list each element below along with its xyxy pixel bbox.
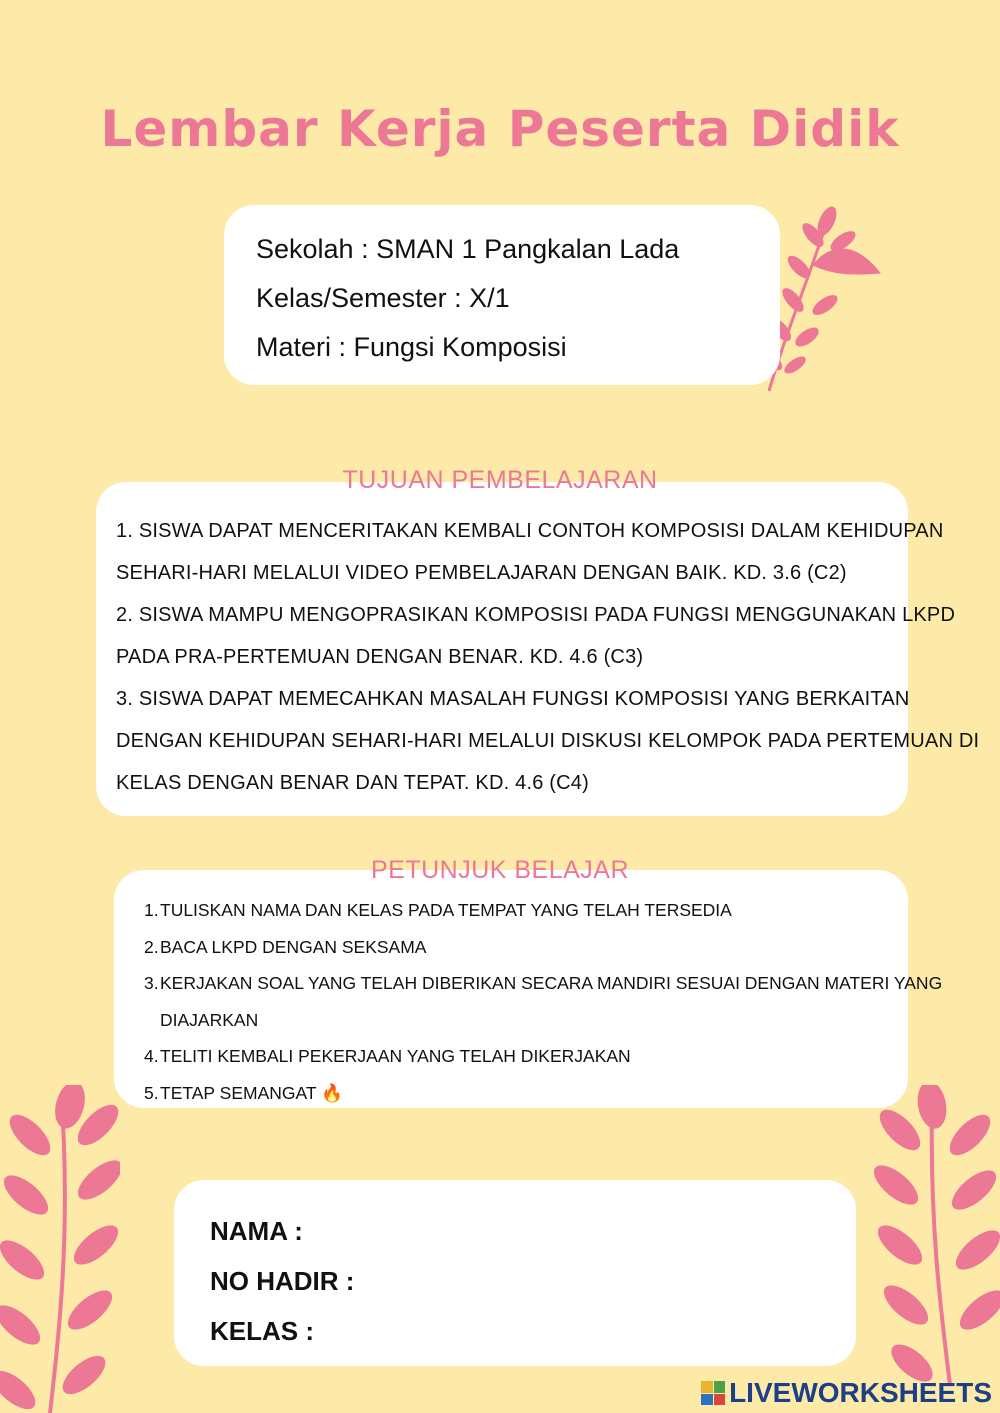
list-text: TETAP SEMANGAT 🔥 — [160, 1082, 343, 1103]
objective-line: PADA PRA-PERTEMUAN DENGAN BENAR. KD. 4.6 (C3) — [116, 646, 644, 668]
list-text: TELITI KEMBALI PEKERJAAN YANG TELAH DIKERJAKAN — [160, 1046, 631, 1066]
liveworksheets-watermark — [701, 1377, 992, 1409]
name-field-label[interactable]: NAMA : — [210, 1216, 303, 1246]
list-text: TULISKAN NAMA DAN KELAS PADA TEMPAT YANG TELAH TERSEDIA — [160, 900, 732, 920]
list-number — [144, 1002, 160, 1039]
list-number: 2. — [144, 936, 159, 957]
student-card — [174, 1180, 856, 1366]
objective-line: 2. SISWA MAMPU MENGOPRASIKAN KOMPOSISI PADA FUNGSI MENGGUNAKAN LKPD — [116, 604, 956, 626]
info-card — [224, 205, 780, 385]
instructions-card — [114, 870, 943, 1108]
objectives-heading: TUJUAN PEMBELAJARAN — [342, 466, 658, 494]
list-item — [144, 892, 908, 929]
objective-line: 3. SISWA DAPAT MEMECAHKAN MASALAH FUNGSI KOMPOSISI YANG BERKAITAN — [116, 688, 910, 710]
school-label: Sekolah : SMAN 1 Pangkalan Lada — [256, 234, 680, 264]
list-number: 1. — [144, 900, 159, 920]
list-text: KERJAKAN SOAL YANG TELAH DIBERIKAN SECARA MANDIRI SESUAI DENGAN MATERI YANG — [160, 973, 943, 993]
list-number: 4. — [144, 1046, 159, 1066]
list-text: BACA LKPD DENGAN SEKSAMA — [160, 936, 427, 957]
list-item — [144, 1038, 908, 1075]
class-semester-label: Kelas/Semester : X/1 — [256, 283, 510, 313]
leaf-branch-icon — [0, 1085, 120, 1413]
leaf-branch-icon — [870, 1085, 1000, 1385]
attendance-number-label[interactable]: NO HADIR : — [210, 1266, 355, 1296]
instructions-heading: PETUNJUK BELAJAR — [370, 856, 630, 884]
objective-line: 1. SISWA DAPAT MENCERITAKAN KEMBALI CONTOH KOMPOSISI DALAM KEHIDUPAN — [116, 520, 944, 542]
objectives-card — [96, 482, 980, 816]
class-label[interactable]: KELAS : — [210, 1316, 314, 1346]
list-item — [144, 1075, 908, 1112]
list-text: DIAJARKAN — [160, 1009, 259, 1030]
objective-line: SEHARI-HARI MELALUI VIDEO PEMBELAJARAN DENGAN BAIK. KD. 3.6 (C2) — [116, 562, 847, 584]
subject-label: Materi : Fungsi Komposisi — [256, 332, 567, 362]
list-item — [144, 965, 943, 1002]
list-number: 3. — [144, 973, 159, 993]
brand-text: LIVEWORKSHEETS — [729, 1377, 992, 1408]
objective-line: KELAS DENGAN BENAR DAN TEPAT. KD. 4.6 (C4) — [116, 772, 589, 794]
liveworksheets-logo-icon — [701, 1381, 725, 1405]
list-item — [144, 1002, 908, 1039]
list-number: 5. — [144, 1082, 159, 1103]
page-title: Lembar Kerja Peserta Didik — [100, 100, 900, 158]
list-item — [144, 929, 908, 966]
objective-line: DENGAN KEHIDUPAN SEHARI-HARI MELALUI DISKUSI KELOMPOK PADA PERTEMUAN DI — [116, 730, 980, 752]
